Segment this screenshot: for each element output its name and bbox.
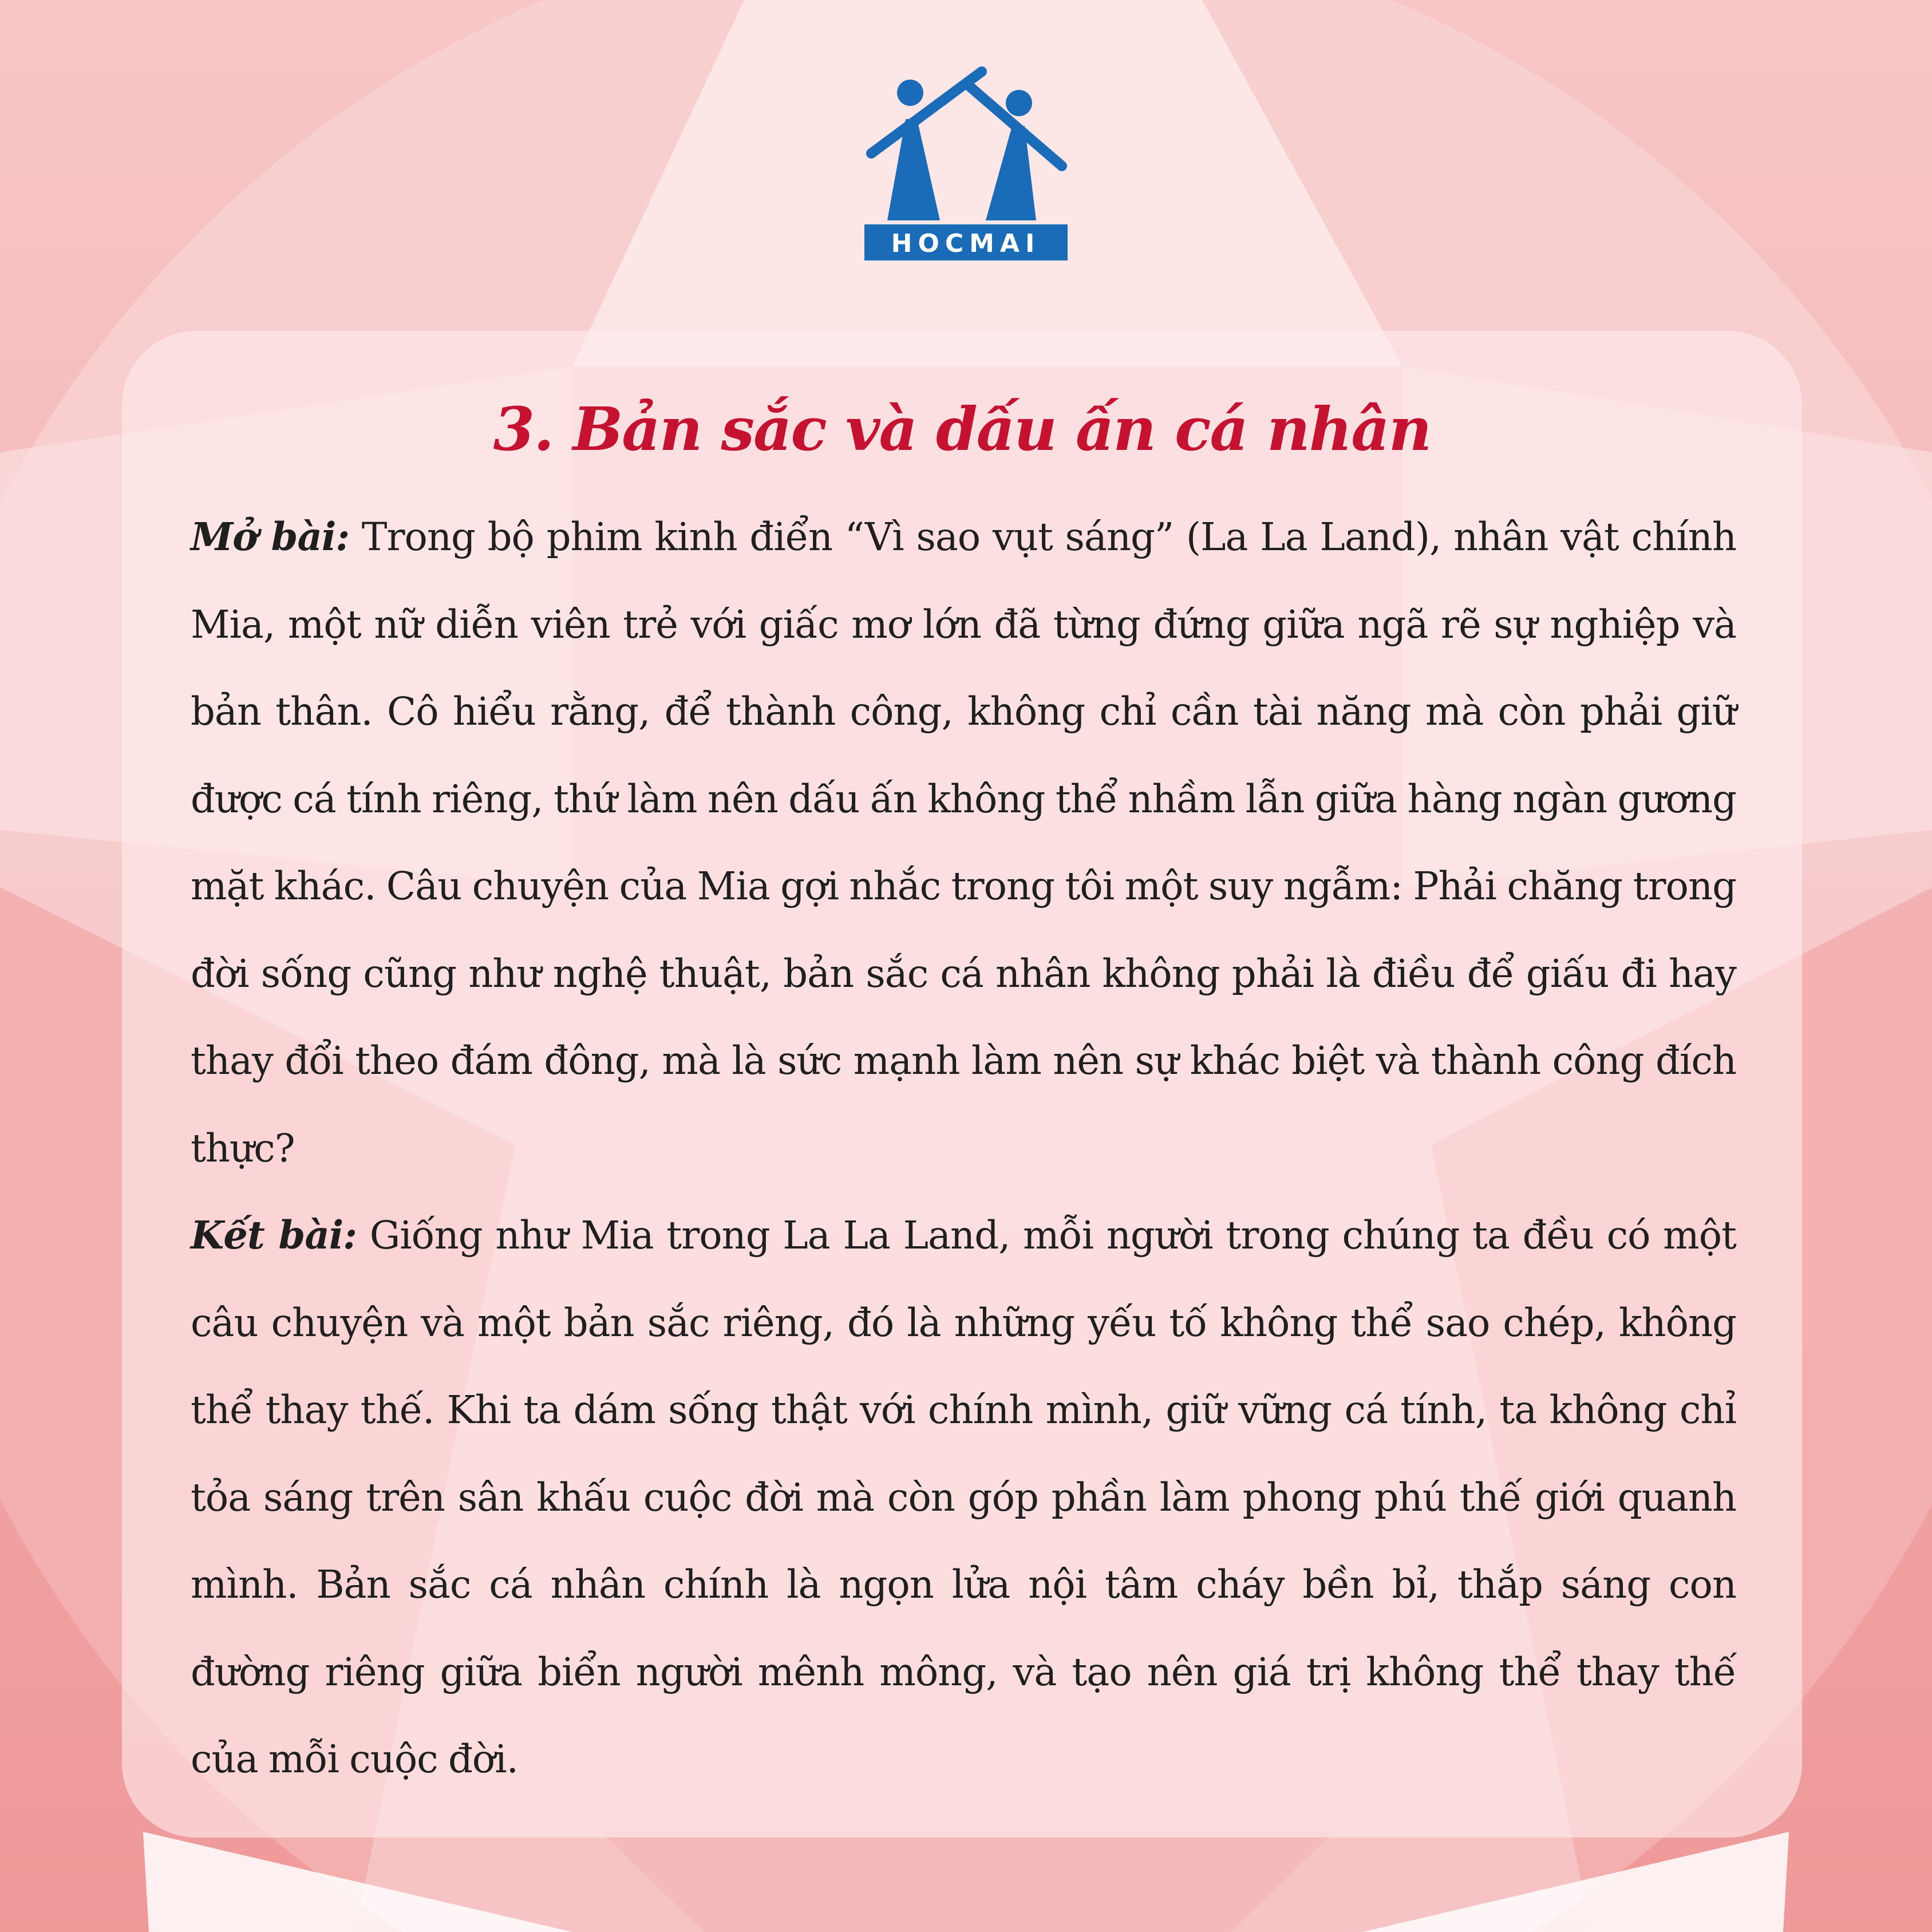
- conclusion-label: Kết bài:: [191, 1212, 357, 1258]
- page-title: 3. Bản sắc và dấu ấn cá nhân: [493, 394, 1431, 464]
- intro-text: Trong bộ phim kinh điển “Vì sao vụt sáng” (La La Land), nhân vật chính Mia, một nữ diễn viên trẻ với giấc mơ lớn đã từng đứng giữa ngã rẽ sự nghiệp và bản thân. Cô hiểu rằng, để thành công, không chỉ cần tài năng mà còn phải giữ được cá tính riêng, thứ làm nên dấu ấn không thể nhầm lẫn giữa hàng ngàn gương mặt khác. Câu chuyện của Mia gợi nhắc trong tôi một suy ngẫm: Phải chăng trong đời sống cũng như nghệ thuật, bản sắc cá nhân không phải là điều để giấu đi hay thay đổi theo đám đông, mà là sức mạnh làm nên sự khác biệt và thành công đích thực?: [191, 515, 1736, 1171]
- essay-body: [191, 493, 1736, 1803]
- logo-text: HOCMAI: [891, 229, 1041, 258]
- intro-paragraph: [191, 493, 1736, 1192]
- conclusion-paragraph: [191, 1192, 1736, 1803]
- conclusion-text: Giống như Mia trong La La Land, mỗi người trong chúng ta đều có một câu chuyện và một bản sắc riêng, đó là những yếu tố không thể sao chép, không thể thay thế. Khi ta dám sống thật với chính mình, giữ vững cá tính, ta không chỉ tỏa sáng trên sân khấu cuộc đời mà còn góp phần làm phong phú thế giới quanh mình. Bản sắc cá nhân chính là ngọn lửa nội tâm cháy bền bỉ, thắp sáng con đường riêng giữa biển người mênh mông, và tạo nên giá trị không thể thay thế của mỗi cuộc đời.: [191, 1213, 1736, 1781]
- intro-label: Mở bài:: [191, 514, 350, 559]
- hocmai-logo: [864, 63, 1068, 260]
